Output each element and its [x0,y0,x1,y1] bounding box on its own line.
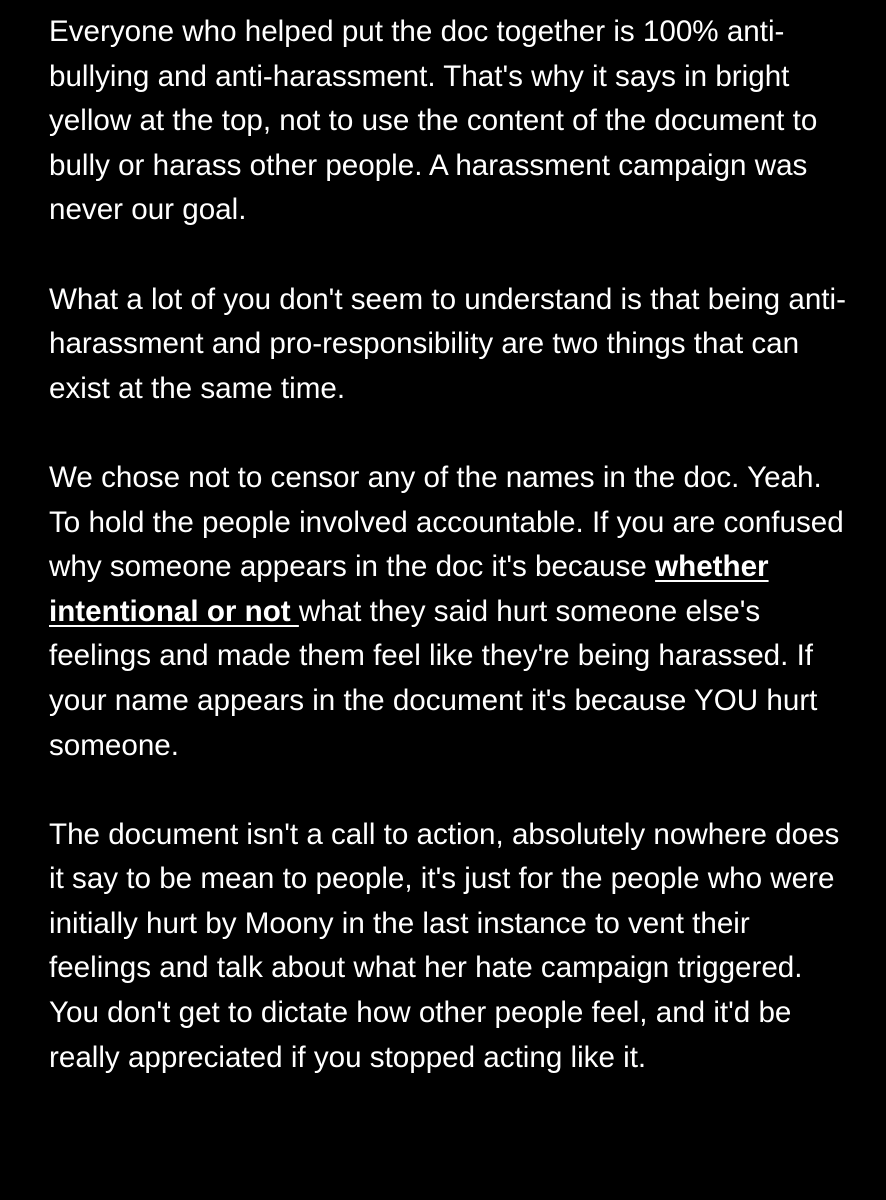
paragraph-3 [49,456,849,768]
paragraph-3-after: what they said hurt someone else's feelings and made them feel like they're being harassed. If your name appears in the document it's because YOU hurt someone. [49,594,818,762]
paragraph-1: Everyone who helped put the doc together is 100% anti-bullying and anti-harassment. That's why it says in bright yellow at the top, not to use the content of the document to bully or harass other people. A harassment campaign was never our goal. [49,15,818,227]
paragraph-3-before: We chose not to censor any of the names in the doc. Yeah. To hold the people involved accountable. If you are confused why someone appears in the doc it's because [49,460,844,584]
document-body [49,10,849,1080]
paragraph-2: What a lot of you don't seem to understand is that being anti-harassment and pro-responsibility are two things that can exist at the same time. [49,282,846,405]
emphasis-underlined: whether intentional or not [49,550,769,628]
paragraph-4: The document isn't a call to action, absolutely nowhere does it say to be mean to people, it's just for the people who were initially hurt by Moony in the last instance to vent their feelings and talk about what her hate campaign triggered. You don't get to dictate how other people feel, and it'd be really appreciated if you stopped acting like it. [49,817,840,1074]
